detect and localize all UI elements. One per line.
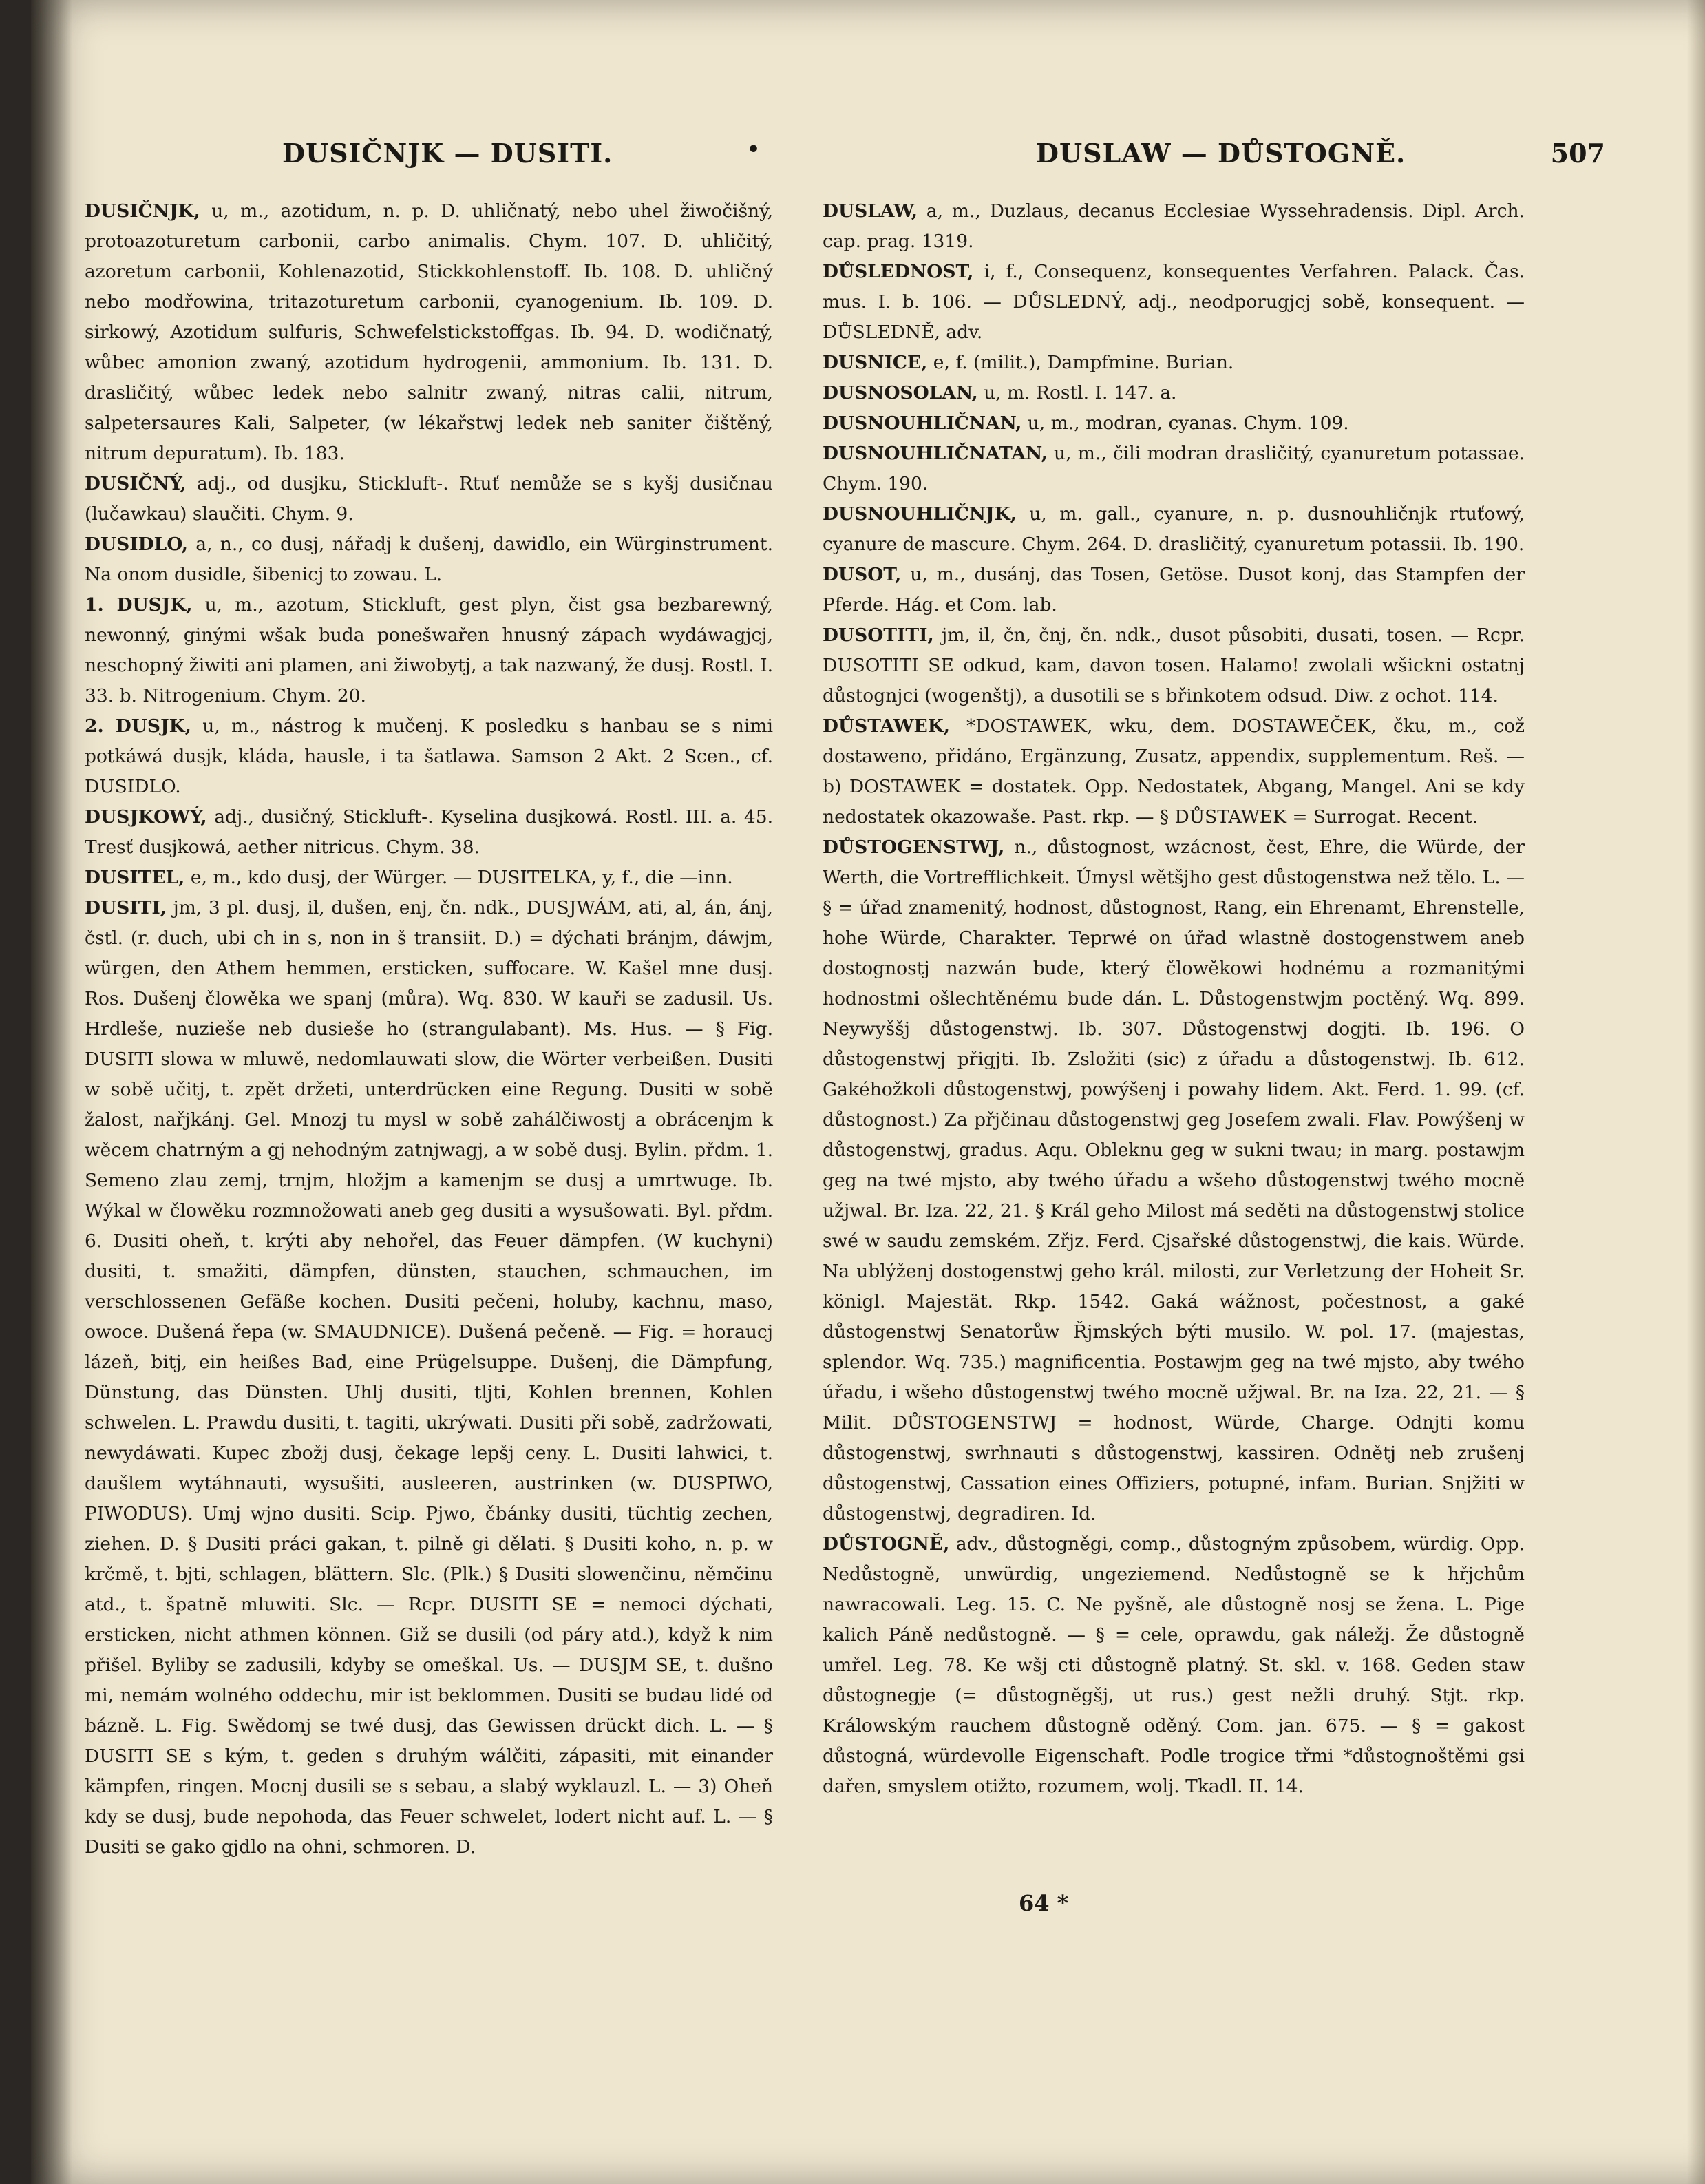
entry-definition: u, m., nástrog k mučenj. K posledku s hanbau se s nimi potkáwá dusjk, kláda, hausle, i ta šatlawa. Samson 2 Akt. 2 Scen., cf. DUSIDLO.: [85, 715, 773, 797]
entry-definition: e, m., kdo dusj, der Würger. — DUSITELKA, y, f., die —inn.: [184, 867, 733, 888]
entry-headword: DŮSTAWEK,: [823, 715, 950, 737]
entry-definition: a, n., co dusj, nářadj k dušenj, dawidlo, ein Würginstrument. Na onom dusidle, šibenicj to zowau. L.: [85, 534, 773, 585]
entry-definition: n., důstognost, wzácnost, čest, Ehre, die Würde, der Werth, die Vortrefflichkeit. Úmysl wětšjho gest důstogenstwa než tělo. L. — § = úřad znamenitý, hodnost, důstognost, Rang, ein Ehrenamt, Ehrenstelle, hohe Würde, Charakter. Teprwé on úřad wlastně dostogenstwem aneb dostognostj nazwán bude, který člowěkowi hodnému a rozmanitými hodnostmi ošlechtěnému bude dán. L. Důstogenstwjm poctěný. Wq. 899. Neywyššj důstogenstwj. Ib. 307. Důstogenstwj dogjti. Ib. 196. O důstogenstwj přigjti. Ib. Zsložiti (sic) z úřadu a důstogenstwj. Ib. 612. Gakéhožkoli důstogenstwj, powýšenj i powahy lidem. Akt. Ferd. 1. 99. (cf. důstognost.) Za přjčinau důstogenstwj geg Josefem zwali. Flav. Powýšenj w důstogenstwj, gradus. Aqu. Obleknu geg w sukni twau; in marg. postawjm geg na twé mjsto, aby twého úřadu a wšeho důstogenstwj twého mocně užjwal. Br. Iza. 22, 21. § Král geho Milost má seděti na důstogenstwj stolice swé w saudu zemském. Zřjz. Ferd. Cjsařské důstogenstwj, die kais. Würde. Na ublýženj dostogenstwj geho král. milosti, zur Verletzung der Hoheit Sr. königl. Majestät. Rkp. 1542. Gaká wážnost, počestnost, a gaké důstogenstwj Senatorůw Řjmských býti musilo. W. pol. 17. (majestas, splendor. Wq. 735.) magnificentia. Postawjm geg na twé mjsto, aby twého úřadu, i wšeho důstogenstwj twého mocně užjwal. Br. na Iza. 22, 21. — § Milit. DŮSTOGENSTWJ = hodnost, Würde, Charge. Odnjti komu důstogenstwj, swrhnauti s důstogenstwj, kassiren. Odnětj neb zrušenj důstogenstwj, Cassation eines Offiziers, potupné, infam. Burian. Snjžiti w důstogenstwj, degradiren. Id.: [823, 837, 1525, 1524]
entry-headword: DUSJKOWÝ,: [85, 806, 207, 828]
entry-definition: jm, il, čn, čnj, čn. ndk., dusot působiti, dusati, tosen. — Rcpr. DUSOTITI SE odkud, kam, davon tosen. Halamo! zwolali wšickni ostatnj důstognjci (wogenštj), a dusotili se s břinkotem odsud. Diw. z ochot. 114.: [823, 624, 1525, 706]
dictionary-page: [31, 0, 1705, 2184]
dictionary-entry: [823, 408, 1525, 439]
entry-definition: u, m., azotidum, n. p. D. uhličnatý, nebo uhel žiwočišný, protoazoturetum carbonii, carbo animalis. Chym. 107. D. uhličitý, azoretum carbonii, Kohlenazotid, Stickkohlenstoff. Ib. 108. D. uhličný nebo modřowina, tritazoturetum carbonii, cyanogenium. Ib. 109. D. sirkowý, Azotidum sulfuris, Schwefelstickstoffgas. Ib. 94. D. wodičnatý, wůbec amonion zwaný, azotidum hydrogenii, ammonium. Ib. 131. D. drasličitý, wůbec ledek nebo salnitr zwaný, nitras calii, nitrum, salpetersaures Kali, Salpeter, (w lékařstwj ledek neb saniter čištěný, nitrum depuratum). Ib. 183.: [85, 200, 773, 464]
entry-headword: DUSNOUHLIČNAN,: [823, 412, 1022, 434]
entry-headword: DUSLAW,: [823, 200, 918, 222]
entry-headword: DUSITI,: [85, 897, 167, 918]
entry-definition: u, m., čili modran drasličitý, cyanuretum potassae. Chym. 190.: [823, 443, 1525, 494]
dictionary-entry: [85, 469, 773, 529]
left-running-head: DUSIČNJK — DUSITI.: [282, 138, 613, 169]
entry-definition: a, m., Duzlaus, decanus Ecclesiae Wyssehradensis. Dipl. Arch. cap. prag. 1319.: [823, 200, 1525, 252]
entry-headword: 2. DUSJK,: [85, 715, 191, 737]
dictionary-entry: [85, 802, 773, 863]
dictionary-entry: [823, 711, 1525, 832]
entry-definition: u, m., azotum, Stickluft, gest plyn, čist gsa bezbarewný, newonný, ginými wšak buda ponešwařen hnusný zápach wydáwagjcj, neschopný žiwiti ani plamen, ani žiwobytj, a tak nazwaný, že dusj. Rostl. I. 33. b. Nitrogenium. Chym. 20.: [85, 594, 773, 706]
entry-headword: 1. DUSJK,: [85, 594, 193, 616]
dictionary-entry: [85, 196, 773, 469]
dictionary-entry: [823, 560, 1525, 620]
entry-headword: DUSOTITI,: [823, 624, 934, 646]
page-edge: [1687, 0, 1705, 2184]
dictionary-entry: [823, 348, 1525, 378]
entry-headword: DUSOT,: [823, 564, 902, 585]
entry-headword: DUSNOUHLIČNJK,: [823, 503, 1017, 525]
entry-definition: *DOSTAWEK, wku, dem. DOSTAWEČEK, čku, m., což dostaweno, přidáno, Ergänzung, Zusatz, appendix, supplementum. Reš. — b) DOSTAWEK = dostatek. Opp. Nedostatek, Abgang, Mangel. Ani se kdy nedostatek okazowaše. Past. rkp. — § DŮSTAWEK = Surrogat. Recent.: [823, 715, 1525, 828]
dictionary-entry: [85, 711, 773, 802]
entry-headword: DUSIČNÝ,: [85, 473, 187, 494]
entry-headword: DUSNOSOLAN,: [823, 382, 978, 403]
right-column: [823, 196, 1525, 1802]
dictionary-entry: [85, 893, 773, 1862]
center-mark: •: [747, 138, 761, 162]
entry-definition: u, m., modran, cyanas. Chym. 109.: [1021, 412, 1349, 434]
dictionary-entry: [823, 1529, 1525, 1802]
dictionary-entry: [85, 863, 773, 893]
entry-headword: DŮSTOGENSTWJ,: [823, 837, 1005, 858]
entry-headword: DUSIČNJK,: [85, 200, 200, 222]
entry-definition: u, m., dusánj, das Tosen, Getöse. Dusot konj, das Stampfen der Pferde. Hág. et Com. lab.: [823, 564, 1525, 616]
entry-definition: adj., dusičný, Stickluft-. Kyselina dusjkowá. Rostl. III. a. 45. Tresť dusjkowá, aether nitricus. Chym. 38.: [85, 806, 773, 858]
entry-headword: DŮSLEDNOST,: [823, 261, 974, 282]
entry-headword: DŮSTOGNĚ,: [823, 1533, 950, 1555]
dictionary-entry: [823, 620, 1525, 711]
page-number: 507: [1550, 138, 1605, 169]
entry-definition: jm, 3 pl. dusj, il, dušen, enj, čn. ndk., DUSJWÁM, ati, al, án, ánj, čstl. (r. duch, ubi ch in s, non in š transiit. D.) = dýchati bránjm, dáwjm, würgen, den Athem hemmen, ersticken, suffocare. W. Kašel mne dusj. Ros. Dušenj člowěka we spanj (můra). Wq. 830. W kauři se zadusil. Us. Hrdleše, nuzieše neb dusieše ho (strangulabant). Ms. Hus. — § Fig. DUSITI slowa w mluwě, nedomlauwati slow, die Wörter verbeißen. Dusiti w sobě učitj, t. zpět držeti, unterdrücken eine Regung. Dusiti w sobě žalost, nařjkánj. Gel. Mnozj tu mysl w sobě zahálčiwostj a obrácenjm k wěcem chatrným a gj nehodným zatnjwagj, a w sobě dusj. Bylin. přdm. 1. Semeno zlau zemj, trnjm, hložjm a kamenjm se dusj a umrtwuge. Ib. Wýkal w člowěku rozmnožowati aneb geg dusiti a wysušowati. Byl. přdm. 6. Dusiti oheň, t. krýti aby nehořel, das Feuer dämpfen. (W kuchyni) dusiti, t. smažiti, dämpfen, dünsten, stauchen, schmauchen, im verschlossenen Gefäße kochen. Dusiti pečeni, holuby, kachnu, maso, owoce. Dušená řepa (w. SMAUDNICE). Dušená pečeně. — Fig. = horaucj lázeň, bitj, ein heißes Bad, eine Prügelsuppe. Dušenj, die Dämpfung, Dünstung, das Dünsten. Uhlj dusiti, tljti, Kohlen brennen, Kohlen schwelen. L. Prawdu dusiti, t. tagiti, ukrýwati. Dusiti při sobě, zadržowati, newydáwati. Kupec zbožj dusj, čekage lepšj ceny. L. Dusiti lahwici, t. daušlem wytáhnauti, wysušiti, ausleeren, austrinken (w. DUSPIWO, PIWODUS). Umj wjno dusiti. Scip. Pjwo, čbánky dusiti, tüchtig zechen, ziehen. D. § Dusiti práci gakan, t. pilně gi dělati. § Dusiti koho, n. p. w krčmě, t. bjti, schlagen, blättern. Slc. (Plk.) § Dusiti slowenčinu, němčinu atd., t. špatně mluwiti. Slc. — Rcpr. DUSITI SE = nemoci dýchati, ersticken, nicht athmen können. Giž se dusili (od páry atd.), když k nim přišel. Byliby se zadusili, kdyby se omeškal. Us. — DUSJM SE, t. dušno mi, nemám wolného oddechu, mir ist beklommen. Dusiti se budau lidé od bázně. L. Fig. Swědomj se twé dusj, das Gewissen drückt dich. L. — § DUSITI SE s kým, t. geden s druhým wálčiti, zápasiti, mit einander kämpfen, ringen. Mocnj dusili se s sebau, a slabý wyklauzl. L. — 3) Oheň kdy se dusj, bude nepohoda, das Feuer schwelet, lodert nicht auf. L. — § Dusiti se gako gjdlo na ohni, schmoren. D.: [85, 897, 773, 1858]
entry-headword: DUSIDLO,: [85, 534, 188, 555]
entry-headword: DUSNOUHLIČNATAN,: [823, 443, 1048, 464]
left-column: [85, 196, 773, 1862]
entry-headword: DUSITEL,: [85, 867, 185, 888]
entry-headword: DUSNICE,: [823, 352, 928, 373]
entry-definition: adv., důstogněgi, comp., důstogným způsobem, würdig. Opp. Nedůstogně, unwürdig, ungeziemend. Nedůstogně se k hřjchům nawracowali. Leg. 15. C. Ne pyšně, ale důstogně nosj se žena. L. Pige kalich Páně nedůstogně. — § = cele, oprawdu, gak náležj. Že důstogně umřel. Leg. 78. Ke wšj cti důstogně platný. St. skl. v. 168. Geden staw důstognegje (= důstogněgšj, ut rus.) gest nežli druhý. Stjt. rkp. Králowským rauchem důstogně oděný. Com. jan. 675. — § = gakost důstogná, würdevolle Eigenschaft. Podle trogice třmi *důstognoštěmi gsi dařen, smyslem otižto, rozumem, wolj. Tkadl. II. 14.: [823, 1533, 1525, 1797]
dictionary-entry: [823, 499, 1525, 560]
right-running-head: DUSLAW — DŮSTOGNĚ.: [1036, 138, 1406, 169]
dictionary-entry: [85, 529, 773, 590]
dictionary-entry: [823, 196, 1525, 257]
running-header: [31, 138, 1705, 179]
dictionary-entry: [823, 257, 1525, 348]
entry-definition: u, m. gall., cyanure, n. p. dusnouhličnjk rtuťowý, cyanure de mascure. Chym. 264. D. drasličitý, cyanuretum potassii. Ib. 190.: [823, 503, 1525, 555]
entry-definition: e, f. (milit.), Dampfmine. Burian.: [927, 352, 1234, 373]
spine-shadow: [31, 0, 72, 2184]
signature-mark: 64 *: [1019, 1890, 1069, 1916]
entry-definition: adj., od dusjku, Stickluft-. Rtuť nemůže se s kyšj dusičnau (lučawkau) slaučiti. Chym. 9.: [85, 473, 773, 525]
entry-definition: i, f., Consequenz, konsequentes Verfahren. Palack. Čas. mus. I. b. 106. — DŮSLEDNÝ, adj., neodporugjcj sobě, konsequent. — DŮSLEDNĚ, adv.: [823, 261, 1525, 343]
entry-definition: u, m. Rostl. I. 147. a.: [977, 382, 1177, 403]
dictionary-entry: [823, 439, 1525, 499]
dictionary-entry: [823, 832, 1525, 1529]
dictionary-entry: [85, 590, 773, 711]
dictionary-entry: [823, 378, 1525, 408]
